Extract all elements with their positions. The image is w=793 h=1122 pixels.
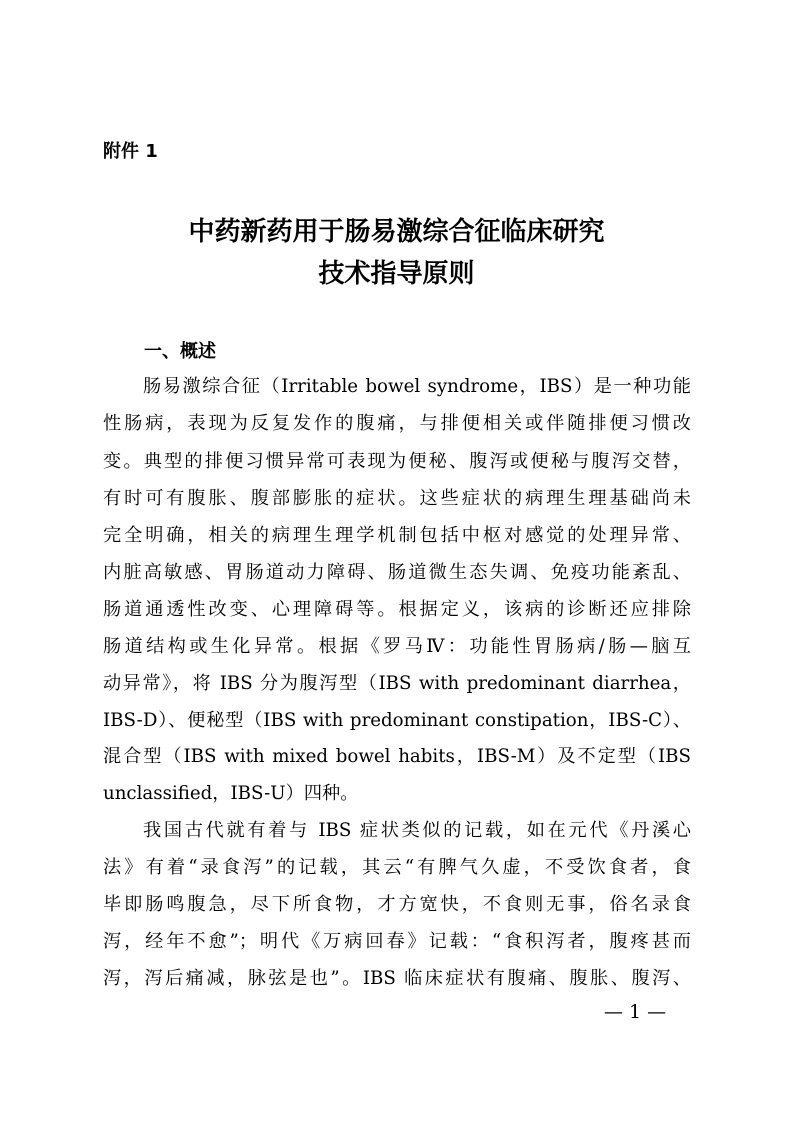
paragraph-line: 肠道通透性改变、心理障碍等。根据定义，该病的诊断还应排除 bbox=[103, 599, 691, 620]
paragraph-line: 泻，泻后痛减，脉弦是也”。IBS 临床症状有腹痛、腹胀、腹泻、 bbox=[103, 968, 691, 989]
paragraph-line: IBS-D）、便秘型（IBS with predominant constipation，IBS-C）、 bbox=[103, 710, 691, 731]
section-heading-overview: 一、概述 bbox=[144, 341, 216, 362]
paragraph-line: unclassified，IBS-U）四种。 bbox=[103, 783, 359, 804]
paragraph-line: 泻，经年不愈”；明代《万病回春》记载：“食积泻者，腹疼甚而 bbox=[103, 931, 691, 952]
paragraph-line: 性肠病，表现为反复发作的腹痛，与排便相关或伴随排便习惯改 bbox=[103, 413, 691, 434]
document-title-line-1: 中药新药用于肠易激综合征临床研究 bbox=[188, 217, 605, 247]
document-title-line-2: 技术指导原则 bbox=[318, 259, 475, 289]
paragraph-line: 毕即肠鸣腹急，尽下所食物，才方宽快，不食则无事，俗名录食 bbox=[103, 894, 691, 915]
paragraph-line: 肠易激综合征（Irritable bowel syndrome，IBS）是一种功能 bbox=[143, 376, 691, 397]
paragraph-line: 法》有着“录食泻”的记载，其云“有脾气久虚，不受饮食者，食 bbox=[103, 857, 691, 878]
paragraph-line: 完全明确，相关的病理生理学机制包括中枢对感觉的处理异常、 bbox=[103, 525, 691, 546]
paragraph-line: 动异常》，将 IBS 分为腹泻型（IBS with predominant diarrhea， bbox=[103, 673, 691, 694]
paragraph-line: 内脏高敏感、胃肠道动力障碍、肠道微生态失调、免疫功能紊乱、 bbox=[103, 562, 691, 583]
paragraph-line: 混合型（IBS with mixed bowel habits，IBS-M）及不定型（IBS bbox=[103, 746, 691, 767]
paragraph-line: 有时可有腹胀、腹部膨胀的症状。这些症状的病理生理基础尚未 bbox=[103, 488, 691, 509]
paragraph-line: 我国古代就有着与 IBS 症状类似的记载，如在元代《丹溪心 bbox=[143, 820, 691, 841]
page-number: — 1 — bbox=[604, 1001, 667, 1023]
attachment-label: 附件 1 bbox=[103, 141, 158, 162]
paragraph-line: 变。典型的排便习惯异常可表现为便秘、腹泻或便秘与腹泻交替， bbox=[103, 451, 691, 472]
paragraph-line: 肠道结构或生化异常。根据《罗马Ⅳ：功能性胃肠病/肠—脑互 bbox=[103, 636, 691, 657]
